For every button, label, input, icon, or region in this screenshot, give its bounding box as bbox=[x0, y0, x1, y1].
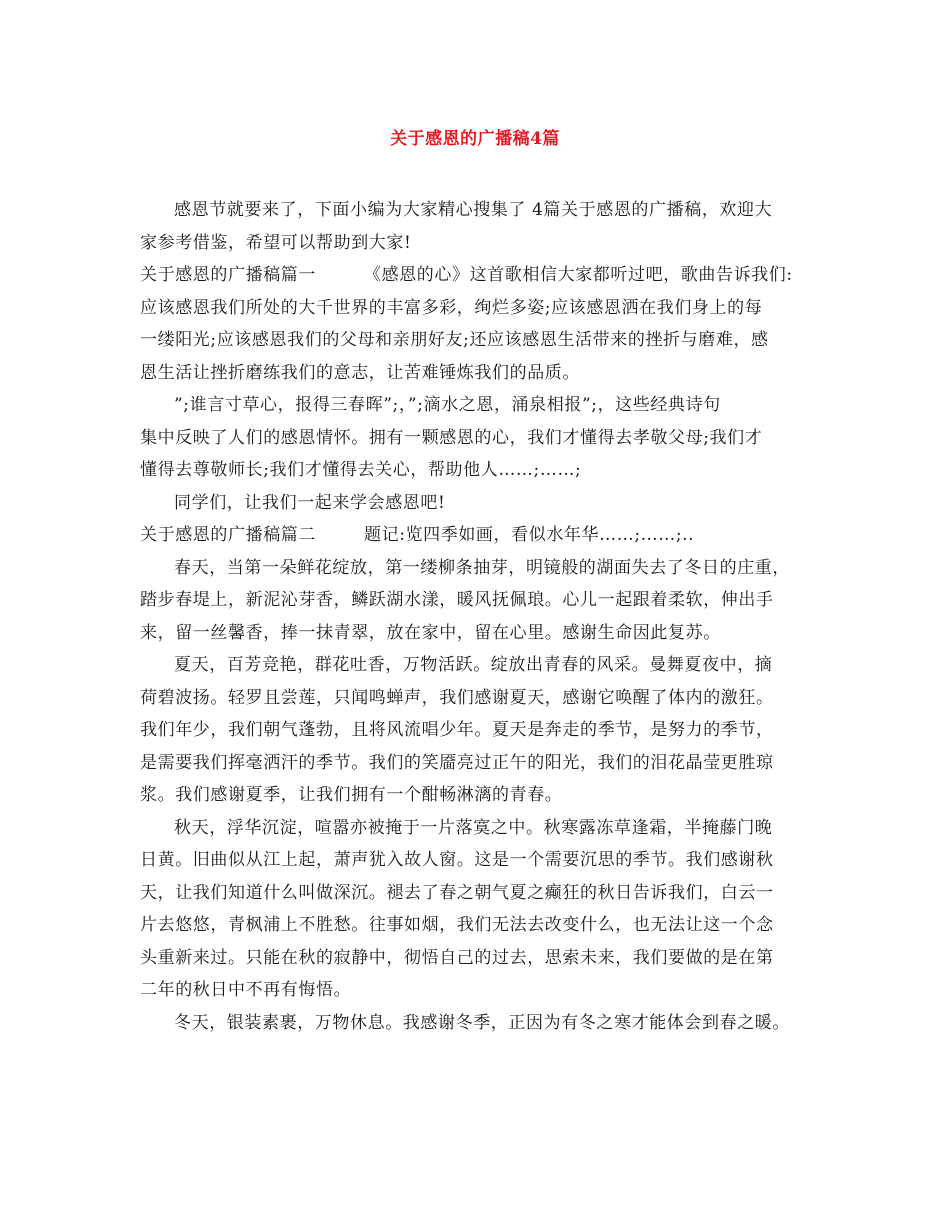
paragraph-line bbox=[140, 877, 830, 910]
line-text: 关于感恩的广播稿篇一 bbox=[140, 265, 316, 285]
document-title: 关于感恩的广播稿4篇 bbox=[390, 129, 560, 149]
line-text: 应该感恩我们所处的大千世界的丰富多彩，绚烂多姿;应该感恩洒在我们身上的每 bbox=[140, 297, 763, 318]
line-text: 天，让我们知道什么叫做深沉。褪去了春之朝气夏之癫狂的秋日告诉我们，白云一 bbox=[140, 882, 774, 903]
line-text: ”;谁言寸草心，报得三春晖”;，”;滴水之恩，涌泉相报”;，这些经典诗句 bbox=[174, 395, 721, 415]
paragraph-line bbox=[140, 714, 830, 747]
paragraph-line bbox=[140, 389, 830, 422]
paragraph-line bbox=[140, 974, 830, 1007]
paragraph-line bbox=[140, 552, 830, 585]
paragraph-line bbox=[140, 747, 830, 780]
paragraph-line bbox=[140, 942, 830, 975]
line-text: 集中反映了人们的感恩情怀。拥有一颗感恩的心，我们才懂得去孝敬父母;我们才 bbox=[140, 427, 763, 448]
paragraph-line bbox=[140, 487, 830, 520]
line-text: 家参考借鉴，希望可以帮助到大家! bbox=[140, 232, 412, 253]
paragraph-line bbox=[140, 259, 830, 292]
line-text: 懂得去尊敬师长;我们才懂得去关心，帮助他人……;……; bbox=[140, 460, 582, 480]
line-continuation-text: 题记:览四季如画，看似水年华……;……;.. bbox=[364, 525, 695, 545]
line-text: 荷碧波扬。轻罗且尝莲，只闻鸣蝉声，我们感谢夏天，感谢它唤醒了体内的激狂。 bbox=[140, 687, 774, 708]
paragraph-line bbox=[140, 812, 830, 845]
paragraph-line bbox=[140, 422, 830, 455]
line-text: 是需要我们挥毫洒汗的季节。我们的笑靥亮过正午的阳光，我们的泪花晶莹更胜琼 bbox=[140, 752, 774, 773]
paragraph-line bbox=[140, 584, 830, 617]
line-text: 同学们，让我们一起来学会感恩吧! bbox=[174, 492, 446, 513]
paragraph-line bbox=[140, 519, 830, 552]
line-text: 关于感恩的广播稿篇二 bbox=[140, 525, 316, 545]
line-text: 感恩节就要来了，下面小编为大家精心搜集了 4篇关于感恩的广播稿，欢迎大 bbox=[174, 200, 773, 220]
paragraph-line bbox=[140, 844, 830, 877]
line-text: 片去悠悠，青枫浦上不胜愁。往事如烟，我们无法去改变什么，也无法让这一个念 bbox=[140, 915, 774, 935]
paragraph-line bbox=[140, 227, 830, 260]
line-text: 恩生活让挫折磨练我们的意志，让苦难锤炼我们的品质。 bbox=[140, 362, 580, 383]
line-text: 春天，当第一朵鲜花绽放，第一缕柳条抽芽，明镜般的湖面失去了冬日的庄重， bbox=[174, 557, 790, 578]
paragraph-line bbox=[140, 1007, 830, 1040]
line-text: 浆。我们感谢夏季，让我们拥有一个酣畅淋漓的青春。 bbox=[140, 785, 563, 805]
paragraph-line bbox=[140, 357, 830, 390]
line-text: 头重新来过。只能在秋的寂静中，彻悟自己的过去，思索未来，我们要做的是在第 bbox=[140, 947, 774, 968]
paragraph-line bbox=[140, 324, 830, 357]
line-text: 一缕阳光;应该感恩我们的父母和亲朋好友;还应该感恩生活带来的挫折与磨难，感 bbox=[140, 330, 769, 350]
paragraph-line bbox=[140, 909, 830, 942]
paragraph-line bbox=[140, 649, 830, 682]
paragraph-line bbox=[140, 194, 830, 227]
line-text: 来，留一丝馨香，捧一抹青翠，放在家中，留在心里。感谢生命因此复苏。 bbox=[140, 622, 721, 643]
line-text: 二年的秋日中不再有悔悟。 bbox=[140, 980, 352, 1000]
line-text: 我们年少，我们朝气蓬勃，且将风流唱少年。夏天是奔走的季节，是努力的季节， bbox=[140, 720, 774, 740]
paragraph-line bbox=[140, 292, 830, 325]
line-text: 秋天，浮华沉淀，喧嚣亦被掩于一片落寞之中。秋寒露冻草逢霜，半掩藤门晚 bbox=[174, 817, 773, 838]
line-continuation-text: 《感恩的心》这首歌相信大家都听过吧，歌曲告诉我们: bbox=[364, 265, 793, 285]
paragraph-line bbox=[140, 779, 830, 812]
paragraph-line bbox=[140, 454, 830, 487]
document-body bbox=[140, 194, 830, 1039]
line-text: 冬天，银装素裹，万物休息。我感谢冬季，正因为有冬之寒才能体会到春之暖。 bbox=[174, 1012, 790, 1033]
line-text: 夏天，百芳竞艳，群花吐香，万物活跃。绽放出青春的风采。曼舞夏夜中，摘 bbox=[174, 655, 773, 675]
paragraph-line bbox=[140, 617, 830, 650]
line-text: 日黄。旧曲似从江上起，萧声犹入故人窗。这是一个需要沉思的季节。我们感谢秋 bbox=[140, 850, 774, 870]
paragraph-line bbox=[140, 682, 830, 715]
line-text: 踏步春堤上，新泥沁芽香，鳞跃湖水漾，暖风抚佩琅。心儿一起跟着柔软，伸出手 bbox=[140, 590, 774, 610]
